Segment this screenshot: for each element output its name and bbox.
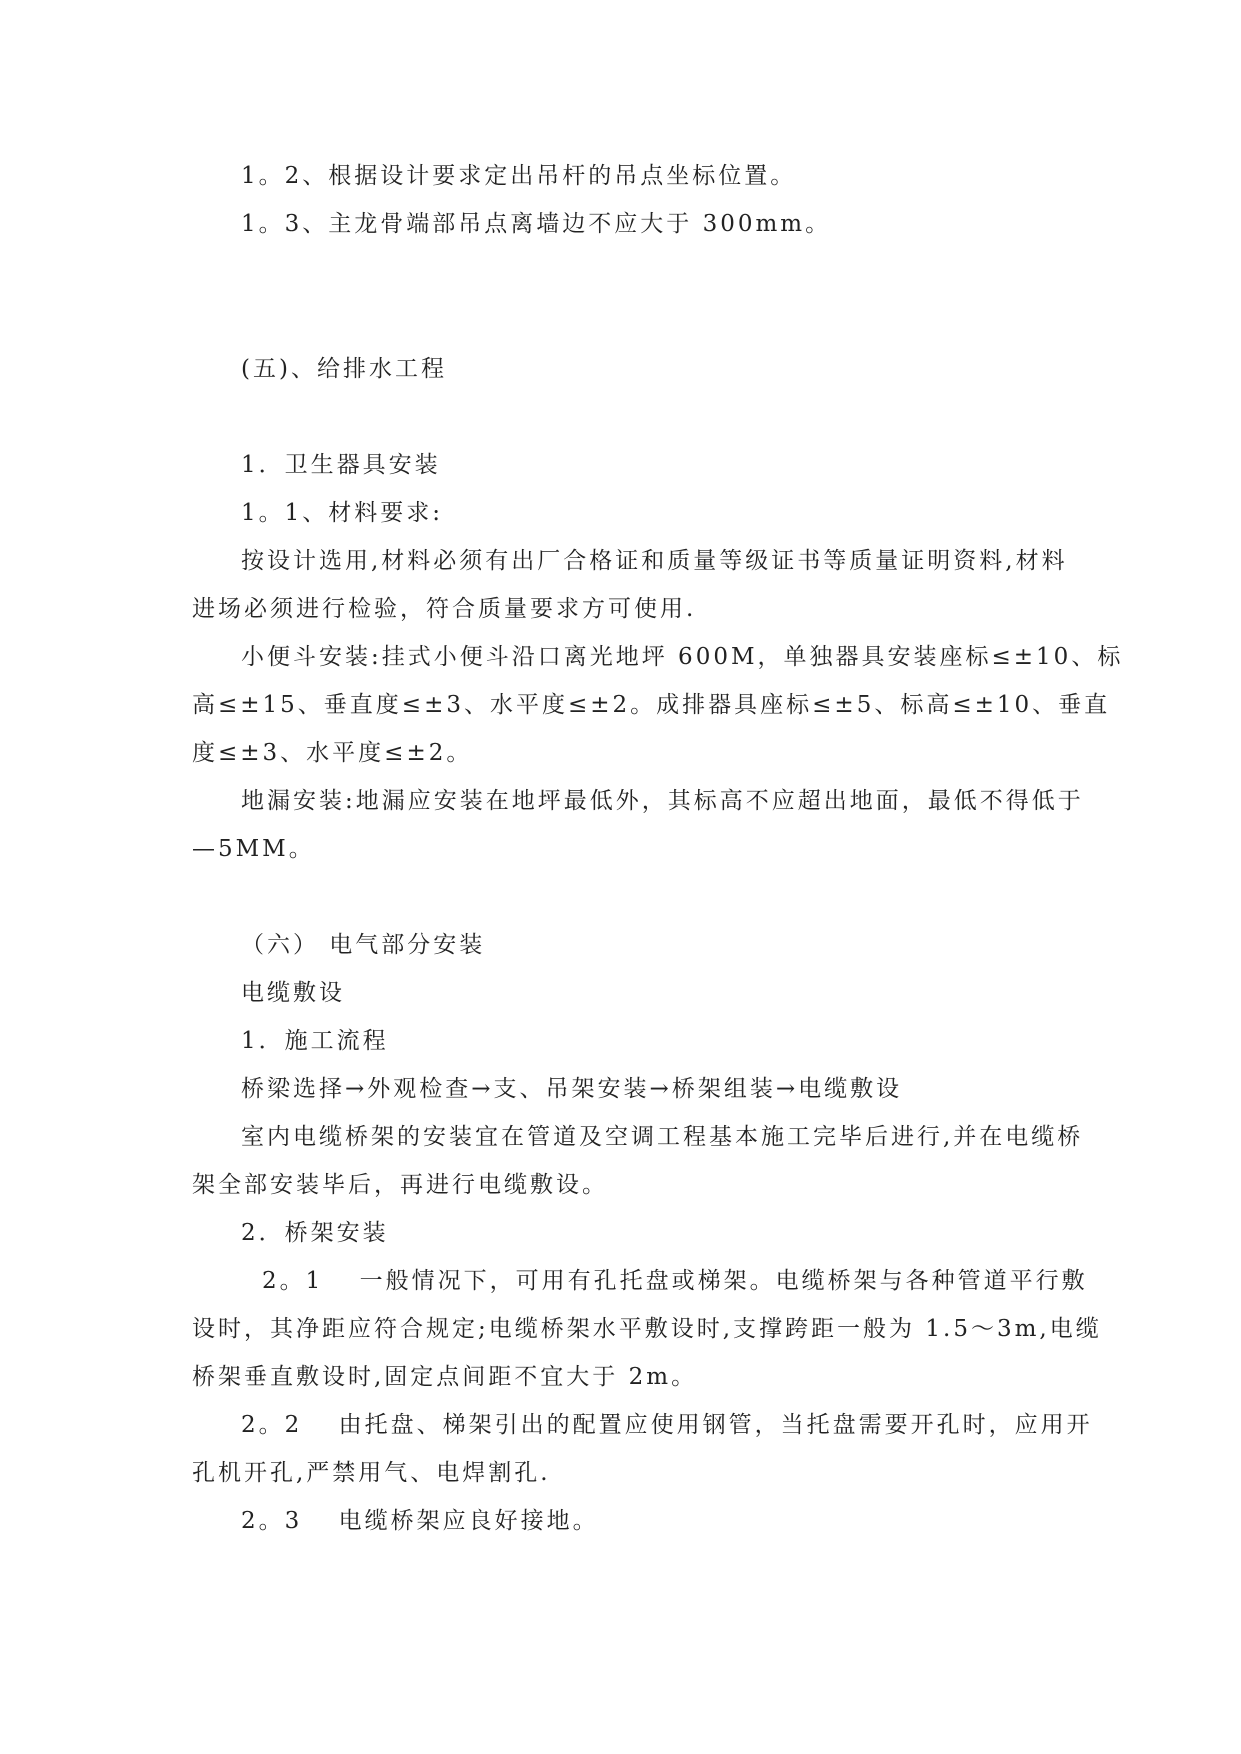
paragraph-urinal-1: 小便斗安装:挂式小便斗沿口离光地坪 600M，单独器具安装座标≤±10、标 — [241, 644, 1124, 670]
paragraph-2-1-a: 2。1 一般情况下，可用有孔托盘或梯架。电缆桥架与各种管道平行敷 — [262, 1268, 1088, 1294]
paragraph-indoor-2: 架全部安装毕后，再进行电缆敷设。 — [192, 1172, 608, 1198]
paragraph-drain-1: 地漏安装:地漏应安装在地坪最低外，其标高不应超出地面，最低不得低于 — [241, 788, 1084, 814]
paragraph-2-1-b: 设时，其净距应符合规定;电缆桥架水平敷设时,支撑跨距一般为 1.5～3m,电缆 — [192, 1316, 1102, 1342]
paragraph-2-2-a: 2。2 由托盘、梯架引出的配置应使用钢管，当托盘需要开孔时，应用开 — [241, 1412, 1093, 1438]
paragraph-2-3: 2。3 电缆桥架应良好接地。 — [241, 1508, 599, 1534]
subheading-sanitary: 1．卫生器具安装 — [241, 452, 441, 478]
subheading-tray: 2．桥架安装 — [241, 1220, 389, 1246]
paragraph-materials-1: 按设计选用,材料必须有出厂合格证和质量等级证书等质量证明资料,材料 — [241, 548, 1068, 574]
section-heading-6: （六） 电气部分安装 — [241, 932, 486, 958]
paragraph-2-1-c: 桥架垂直敷设时,固定点间距不宜大于 2m。 — [192, 1364, 698, 1390]
section-heading-5: (五)、给排水工程 — [241, 356, 447, 382]
subheading-process: 1．施工流程 — [241, 1028, 389, 1054]
paragraph-drain-2: —5MM。 — [192, 836, 315, 862]
paragraph-1-2: 1。2、根据设计要求定出吊杆的吊点坐标位置。 — [241, 163, 797, 189]
paragraph-cable-laying: 电缆敷设 — [241, 980, 345, 1006]
paragraph-materials-2: 进场必须进行检验，符合质量要求方可使用. — [192, 596, 697, 622]
paragraph-indoor-1: 室内电缆桥架的安装宜在管道及空调工程基本施工完毕后进行,并在电缆桥 — [241, 1124, 1084, 1150]
paragraph-1-1: 1。1、材料要求: — [241, 500, 444, 526]
paragraph-1-3: 1。3、主龙骨端部吊点离墙边不应大于 300mm。 — [241, 211, 832, 237]
paragraph-process-flow: 桥梁选择→外观检查→支、吊架安装→桥架组装→电缆敷设 — [241, 1076, 903, 1102]
paragraph-urinal-2: 高≤±15、垂直度≤±3、水平度≤±2。成排器具座标≤±5、标高≤±10、垂直 — [192, 692, 1111, 718]
paragraph-2-2-b: 孔机开孔,严禁用气、电焊割孔. — [192, 1460, 551, 1486]
paragraph-urinal-3: 度≤±3、水平度≤±2。 — [192, 740, 473, 766]
